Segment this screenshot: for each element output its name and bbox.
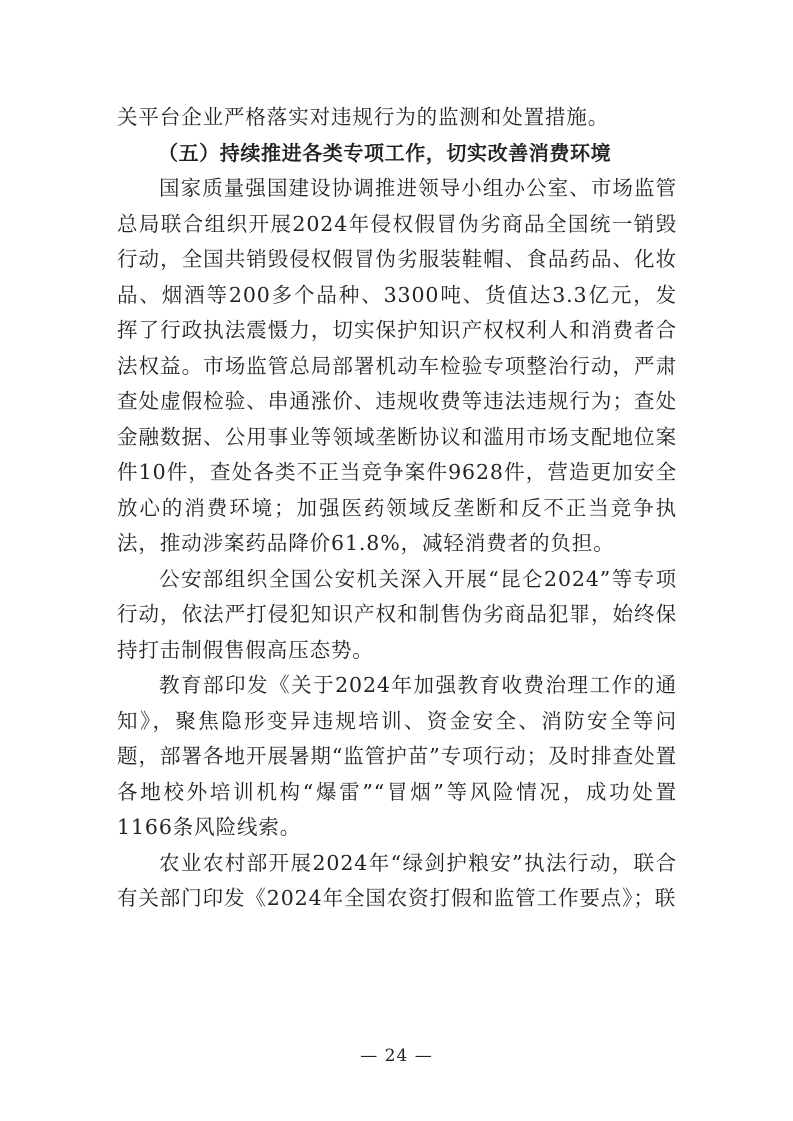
paragraph: 国家质量强国建设协调推进领导小组办公室、市场监管总局联合组织开展2024年侵权假冒伪劣商品全国统一销毁行动，全国共销毁侵权假冒伪劣服装鞋帽、食品药品、化妆品、烟酒等200多个品种、3300吨、货值达3.3亿元，发挥了行政执法震慑力，切实保护知识产权权利人和消费者合法权益。市场监管总局部署机动车检验专项整治行动，严肃查处虚假检验、串通涨价、违规收费等违法违规行为；查处金融数据、公用事业等领域垄断协议和滥用市场支配地位案件10件，查处各类不正当竞争案件9628件，营造更加安全放心的消费环境；加强医药领域反垄断和反不正当竞争执法，推动涉案药品降价61.8%，减轻消费者的负担。	[117, 176, 677, 555]
paragraph: 公安部组织全国公安机关深入开展“昆仑2024”等专项行动，依法严打侵犯知识产权和制售伪劣商品犯罪，始终保持打击制假售假高压态势。	[117, 566, 677, 662]
section-heading: （五）持续推进各类专项工作，切实改善消费环境	[158, 140, 612, 165]
paragraph: 教育部印发《关于2024年加强教育收费治理工作的通知》，聚焦隐形变异违规培训、资金安全、消防安全等问题，部署各地开展暑期“监管护苗”专项行动；及时排查处置各地校外培训机构“爆雷”“冒烟”等风险情况，成功处置1166条风险线索。	[117, 673, 677, 839]
paragraph-continuation: 关平台企业严格落实对违规行为的监测和处置措施。	[117, 105, 610, 129]
page-number: — 24 —	[360, 1046, 433, 1066]
paragraph: 农业农村部开展2024年“绿剑护粮安”执法行动，联合有关部门印发《2024年全国农资打假和监管工作要点》；联	[117, 850, 677, 910]
document-body	[117, 100, 677, 917]
